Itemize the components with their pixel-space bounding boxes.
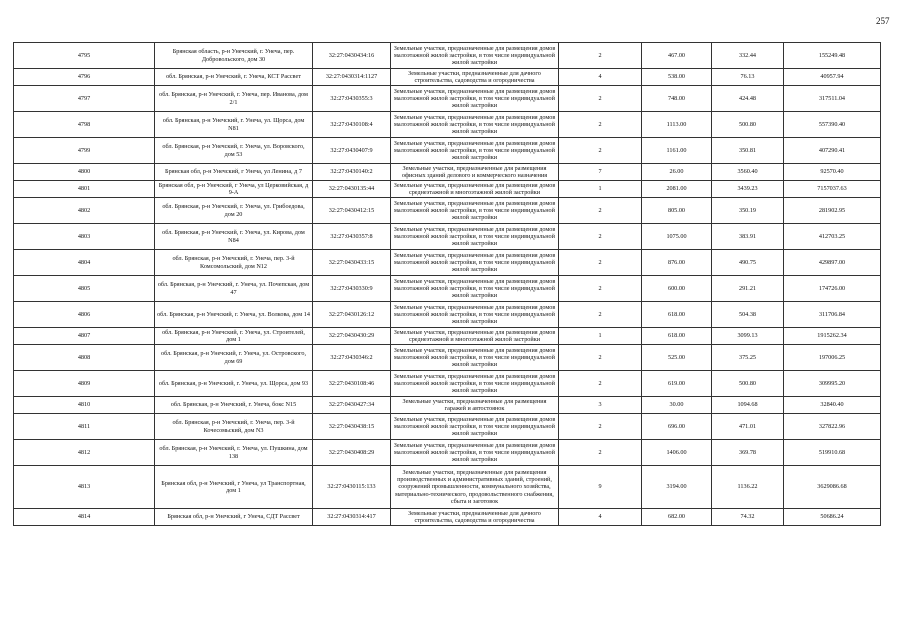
area-cell: 1075.00: [642, 224, 712, 250]
land-use-cell: Земельные участки, предназначенные для размещения домов малоэтажной жилой застройки, в том числе индивидуальной жилой застройки: [391, 371, 559, 397]
use-class-cell: 2: [559, 138, 642, 164]
land-use-cell: Земельные участки, предназначенные для дачного строительства, садоводства и огородничества: [391, 509, 559, 526]
specific-value-cell: 3099.13: [712, 328, 784, 345]
use-class-cell: 2: [559, 371, 642, 397]
use-class-cell: 2: [559, 224, 642, 250]
cadastral-number-cell: 32:27:0430108:46: [313, 371, 391, 397]
address-cell: обл. Брянская, р-н Унечский, г. Унеча, КСТ Рассвет: [155, 69, 313, 86]
area-cell: 748.00: [642, 86, 712, 112]
row-number-cell: 4795: [14, 43, 155, 69]
land-use-cell: Земельные участки, предназначенные для размещения домов среднеэтажной и многоэтажной жилой застройки: [391, 328, 559, 345]
specific-value-cell: 1094.68: [712, 397, 784, 414]
cadastral-value-cell: 327822.96: [784, 414, 881, 440]
cadastral-value-cell: 174726.00: [784, 276, 881, 302]
cadastral-value-cell: 412703.25: [784, 224, 881, 250]
address-cell: обл. Брянская, р-н Унечский, г. Унеча, пер. Иванова, дом 2/1: [155, 86, 313, 112]
row-number-cell: 4810: [14, 397, 155, 414]
specific-value-cell: 74.32: [712, 509, 784, 526]
table-row: [14, 164, 881, 181]
table-row: [14, 198, 881, 224]
cadastral-number-cell: 32:27:0430427:34: [313, 397, 391, 414]
use-class-cell: 2: [559, 302, 642, 328]
address-cell: обл. Брянская, р-н Унечский, г. Унеча, пер. 3-й Комсомольский, дом N12: [155, 250, 313, 276]
specific-value-cell: 500.80: [712, 112, 784, 138]
cadastral-number-cell: 32:27:0430434:16: [313, 43, 391, 69]
cadastral-value-cell: 155249.48: [784, 43, 881, 69]
specific-value-cell: 350.81: [712, 138, 784, 164]
specific-value-cell: 424.48: [712, 86, 784, 112]
use-class-cell: 2: [559, 414, 642, 440]
row-number-cell: 4799: [14, 138, 155, 164]
row-number-cell: 4798: [14, 112, 155, 138]
table-row: [14, 371, 881, 397]
land-use-cell: Земельные участки, предназначенные для дачного строительства, садоводства и огородничества: [391, 69, 559, 86]
use-class-cell: 2: [559, 86, 642, 112]
specific-value-cell: 500.80: [712, 371, 784, 397]
use-class-cell: 1: [559, 181, 642, 198]
cadastral-value-cell: 32840.40: [784, 397, 881, 414]
land-use-cell: Земельные участки, предназначенные для размещения домов малоэтажной жилой застройки, в том числе индивидуальной жилой застройки: [391, 250, 559, 276]
cadastral-value-cell: 407290.41: [784, 138, 881, 164]
use-class-cell: 2: [559, 276, 642, 302]
row-number-cell: 4804: [14, 250, 155, 276]
cadastral-number-cell: 32:27:0430433:15: [313, 250, 391, 276]
row-number-cell: 4806: [14, 302, 155, 328]
cadastral-value-cell: 311706.84: [784, 302, 881, 328]
row-number-cell: 4803: [14, 224, 155, 250]
row-number-cell: 4808: [14, 345, 155, 371]
cadastral-number-cell: 32:27:0430330:9: [313, 276, 391, 302]
cadastral-number-cell: 32:27:0430140:2: [313, 164, 391, 181]
cadastral-value-cell: 557390.40: [784, 112, 881, 138]
table-row: [14, 69, 881, 86]
address-cell: обл. Брянская, р-н Унечский, г. Унеча, ул. Строителей, дом 1: [155, 328, 313, 345]
cadastral-number-cell: 32:27:0430314:417: [313, 509, 391, 526]
land-use-cell: Земельные участки, предназначенные для размещения домов малоэтажной жилой застройки, в том числе индивидуальной жилой застройки: [391, 345, 559, 371]
address-cell: обл. Брянская, р-н Унечский, г. Унеча, бокс N15: [155, 397, 313, 414]
use-class-cell: 2: [559, 43, 642, 69]
land-use-cell: Земельные участки, предназначенные для размещения домов малоэтажной жилой застройки, в том числе индивидуальной жилой застройки: [391, 276, 559, 302]
land-use-cell: Земельные участки, предназначенные для размещения домов малоэтажной жилой застройки, в том числе индивидуальной жилой застройки: [391, 86, 559, 112]
area-cell: 467.00: [642, 43, 712, 69]
cadastral-value-cell: 309995.20: [784, 371, 881, 397]
cadastral-value-cell: 50686.24: [784, 509, 881, 526]
row-number-cell: 4807: [14, 328, 155, 345]
address-cell: Брянская обл, р-н Унечский, г Унеча, ул Церковийская, д 9-А: [155, 181, 313, 198]
cadastral-number-cell: 32:27:0430407:9: [313, 138, 391, 164]
row-number-cell: 4802: [14, 198, 155, 224]
address-cell: обл. Брянская, р-н Унечский, г. Унеча, ул. Волкова, дом 14: [155, 302, 313, 328]
row-number-cell: 4812: [14, 440, 155, 466]
cadastral-value-cell: 40957.94: [784, 69, 881, 86]
use-class-cell: 4: [559, 69, 642, 86]
specific-value-cell: 332.44: [712, 43, 784, 69]
area-cell: 1406.00: [642, 440, 712, 466]
address-cell: обл. Брянская, р-н Унечский, г. Унеча, ул. Островского, дом 69: [155, 345, 313, 371]
specific-value-cell: 1136.22: [712, 466, 784, 509]
use-class-cell: 4: [559, 509, 642, 526]
area-cell: 1113.00: [642, 112, 712, 138]
row-number-cell: 4805: [14, 276, 155, 302]
cadastral-number-cell: 32:27:0430314:1127: [313, 69, 391, 86]
address-cell: обл. Брянская, р-н Унечский, г. Унеча, ул. Воровского, дом 53: [155, 138, 313, 164]
cadastral-value-table: [13, 42, 881, 526]
use-class-cell: 3: [559, 397, 642, 414]
cadastral-number-cell: 32:27:0430408:29: [313, 440, 391, 466]
cadastral-value-cell: 1915262.34: [784, 328, 881, 345]
area-cell: 26.00: [642, 164, 712, 181]
area-cell: 2081.00: [642, 181, 712, 198]
row-number-cell: 4813: [14, 466, 155, 509]
cadastral-number-cell: 32:27:0430115:133: [313, 466, 391, 509]
specific-value-cell: 490.75: [712, 250, 784, 276]
table-row: [14, 440, 881, 466]
cadastral-number-cell: 32:27:0430357:8: [313, 224, 391, 250]
area-cell: 525.00: [642, 345, 712, 371]
specific-value-cell: 375.25: [712, 345, 784, 371]
cadastral-value-cell: 7157037.63: [784, 181, 881, 198]
area-cell: 696.00: [642, 414, 712, 440]
use-class-cell: 2: [559, 440, 642, 466]
area-cell: 619.00: [642, 371, 712, 397]
area-cell: 3194.00: [642, 466, 712, 509]
area-cell: 876.00: [642, 250, 712, 276]
address-cell: обл. Брянская, р-н Унечский, г. Унеча, ул. Щорса, дом N81: [155, 112, 313, 138]
row-number-cell: 4801: [14, 181, 155, 198]
cadastral-number-cell: 32:27:0430430:29: [313, 328, 391, 345]
address-cell: обл. Брянская, р-н Унечский, г. Унеча, ул. Грибоедова, дом 20: [155, 198, 313, 224]
address-cell: Брянская обл, р-н Унечский, г Унеча, ул Транспортная, дом 1: [155, 466, 313, 509]
row-number-cell: 4811: [14, 414, 155, 440]
row-number-cell: 4797: [14, 86, 155, 112]
cadastral-value-cell: 317511.04: [784, 86, 881, 112]
specific-value-cell: 504.38: [712, 302, 784, 328]
table-row: [14, 224, 881, 250]
specific-value-cell: 3560.40: [712, 164, 784, 181]
cadastral-value-cell: 197006.25: [784, 345, 881, 371]
address-cell: обл. Брянская, р-н Унечский, г. Унеча, ул. Щорса, дом 93: [155, 371, 313, 397]
area-cell: 1161.00: [642, 138, 712, 164]
cadastral-value-cell: 92570.40: [784, 164, 881, 181]
table-row: [14, 43, 881, 69]
cadastral-number-cell: 32:27:0430412:15: [313, 198, 391, 224]
use-class-cell: 7: [559, 164, 642, 181]
address-cell: обл. Брянская, р-н Унечский, г. Унеча, пер. 3-й Кочесомьский, дом N3: [155, 414, 313, 440]
table-row: [14, 414, 881, 440]
table-row: [14, 86, 881, 112]
specific-value-cell: 291.21: [712, 276, 784, 302]
cadastral-value-cell: 429897.00: [784, 250, 881, 276]
use-class-cell: 9: [559, 466, 642, 509]
table-row: [14, 276, 881, 302]
land-use-cell: Земельные участки, предназначенные для размещения гаражей и автостоянок: [391, 397, 559, 414]
cadastral-number-cell: 32:27:0430346:2: [313, 345, 391, 371]
cadastral-value-cell: 281902.95: [784, 198, 881, 224]
specific-value-cell: 369.78: [712, 440, 784, 466]
specific-value-cell: 76.13: [712, 69, 784, 86]
address-cell: Брянская область, р-н Унечский, г. Унеча, пер. Добровольского, дом 30: [155, 43, 313, 69]
land-use-cell: Земельные участки, предназначенные для размещения домов малоэтажной жилой застройки, в том числе индивидуальной жилой застройки: [391, 138, 559, 164]
specific-value-cell: 383.91: [712, 224, 784, 250]
table-row: [14, 138, 881, 164]
table-row: [14, 345, 881, 371]
use-class-cell: 2: [559, 198, 642, 224]
area-cell: 618.00: [642, 328, 712, 345]
land-use-cell: Земельные участки, предназначенные для размещения домов малоэтажной жилой застройки, в том числе индивидуальной жилой застройки: [391, 43, 559, 69]
use-class-cell: 2: [559, 345, 642, 371]
land-use-cell: Земельные участки, предназначенные для размещения домов среднеэтажной и многоэтажной жилой застройки: [391, 181, 559, 198]
table-row: [14, 112, 881, 138]
address-cell: обл. Брянская, р-н Унечский, г. Унеча, ул. Почепская, дом 47: [155, 276, 313, 302]
table-row: [14, 328, 881, 345]
cadastral-number-cell: 32:27:0430108:4: [313, 112, 391, 138]
address-cell: обл. Брянская, р-н Унечский, г. Унеча, ул. Пушкина, дом 138: [155, 440, 313, 466]
area-cell: 618.00: [642, 302, 712, 328]
cadastral-number-cell: 32:27:0430438:15: [313, 414, 391, 440]
land-use-cell: Земельные участки, предназначенные для размещения домов малоэтажной жилой застройки, в том числе индивидуальной жилой застройки: [391, 414, 559, 440]
specific-value-cell: 3439.23: [712, 181, 784, 198]
cadastral-value-cell: 519910.68: [784, 440, 881, 466]
table-row: [14, 509, 881, 526]
cadastral-number-cell: 32:27:0430126:12: [313, 302, 391, 328]
table-row: [14, 181, 881, 198]
land-use-cell: Земельные участки, предназначенные для размещения домов малоэтажной жилой застройки, в том числе индивидуальной жилой застройки: [391, 302, 559, 328]
specific-value-cell: 471.01: [712, 414, 784, 440]
address-cell: обл. Брянская, р-н Унечский, г. Унеча, ул. Кирова, дом N84: [155, 224, 313, 250]
land-use-cell: Земельные участки, предназначенные для размещения офисных зданий делового и коммерческого назначения: [391, 164, 559, 181]
use-class-cell: 1: [559, 328, 642, 345]
land-use-cell: Земельные участки, предназначенные для размещения домов малоэтажной жилой застройки, в том числе индивидуальной жилой застройки: [391, 198, 559, 224]
area-cell: 805.00: [642, 198, 712, 224]
use-class-cell: 2: [559, 250, 642, 276]
table-row: [14, 466, 881, 509]
row-number-cell: 4809: [14, 371, 155, 397]
use-class-cell: 2: [559, 112, 642, 138]
page-number: 257: [876, 16, 890, 26]
row-number-cell: 4796: [14, 69, 155, 86]
land-use-cell: Земельные участки, предназначенные для размещения домов малоэтажной жилой застройки, в том числе индивидуальной жилой застройки: [391, 112, 559, 138]
table-row: [14, 397, 881, 414]
cadastral-number-cell: 32:27:0430135:44: [313, 181, 391, 198]
cadastral-value-cell: 3629086.68: [784, 466, 881, 509]
address-cell: Брянская обл, р-н Унечский, г Унеча, ул Ленина, д 7: [155, 164, 313, 181]
land-use-cell: Земельные участки, предназначенные для размещения домов малоэтажной жилой застройки, в том числе индивидуальной жилой застройки: [391, 224, 559, 250]
specific-value-cell: 350.19: [712, 198, 784, 224]
row-number-cell: 4800: [14, 164, 155, 181]
table-row: [14, 302, 881, 328]
area-cell: 600.00: [642, 276, 712, 302]
area-cell: 30.00: [642, 397, 712, 414]
area-cell: 682.00: [642, 509, 712, 526]
land-use-cell: Земельные участки, предназначенные для размещения домов малоэтажной жилой застройки, в том числе индивидуальной жилой застройки: [391, 440, 559, 466]
land-use-cell: Земельные участки, предназначенные для размещения производственных и административных зданий, строений, сооружений промышленности, коммунального хозяйства, материально-технического, продовольственного снабжения, сбыта и заготовок: [391, 466, 559, 509]
address-cell: Брянская обл, р-н Унечский, г Унеча, СДТ Рассвет: [155, 509, 313, 526]
table-row: [14, 250, 881, 276]
cadastral-number-cell: 32:27:0430355:3: [313, 86, 391, 112]
area-cell: 538.00: [642, 69, 712, 86]
row-number-cell: 4814: [14, 509, 155, 526]
